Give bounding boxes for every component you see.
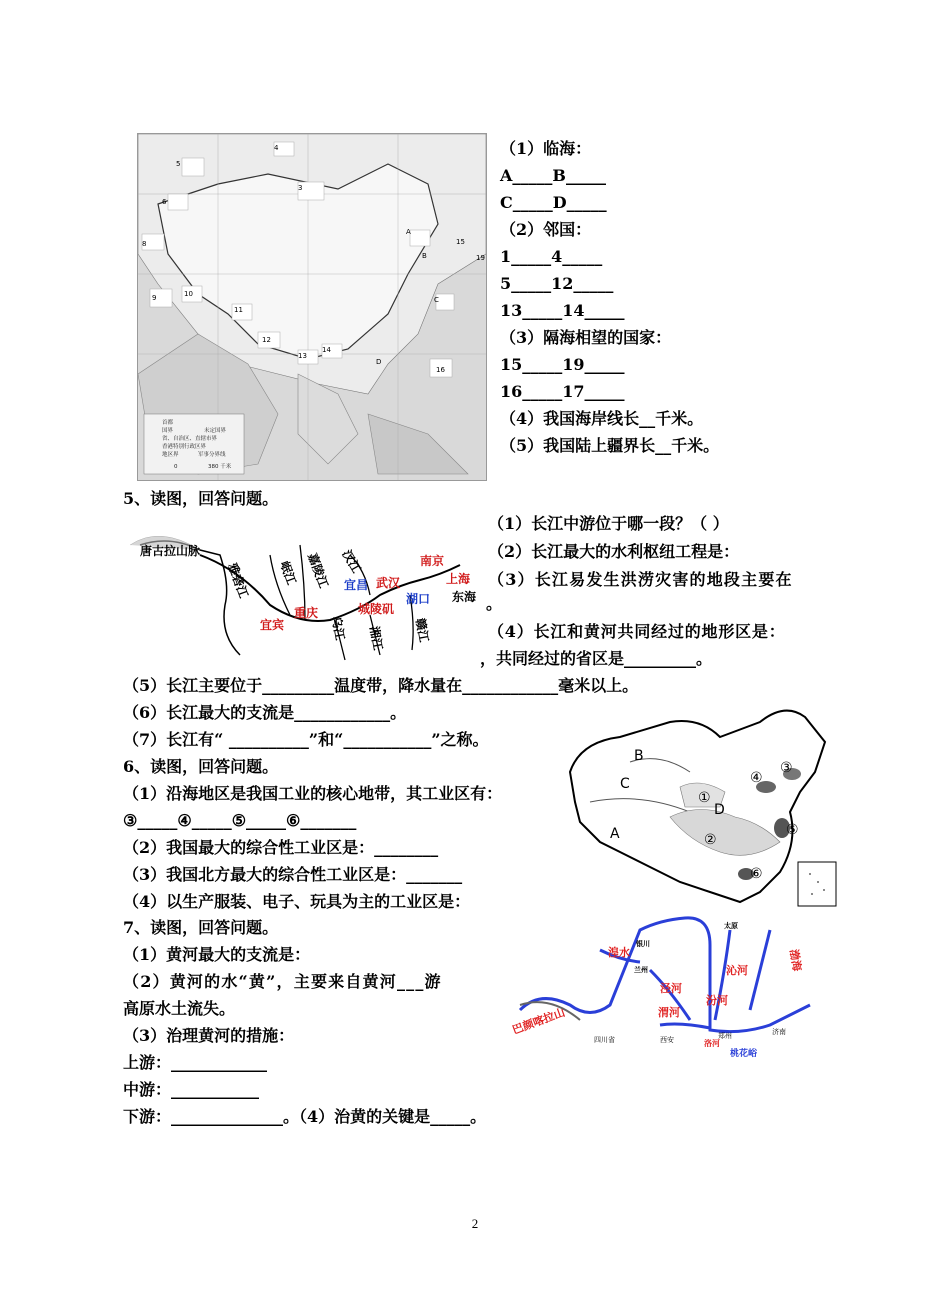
yellow-river-label: 渤海 [787,948,804,973]
q5-question: （6）长江最大的支流是____________。 [123,703,407,722]
asia-map-label: 16 [436,366,445,374]
q5-question: （5）长江主要位于_________温度带，降水量在____________毫米以上。 [123,676,639,695]
yangtze-label: 湖口 [406,592,431,606]
q5-question: 。 [486,594,503,613]
yangtze-label: 嘉陵江 [305,551,331,590]
q6-question: （1）沿海地区是我国工业的核心地带，其工业区有： [123,784,503,803]
q6-heading: 6、读图，回答问题。 [123,757,279,776]
yangtze-label: 宜宾 [260,618,285,632]
asia-map-label: 19 [476,254,485,262]
yellow-river-label: 泾河 [660,982,682,995]
q7-question: 上游：____________ [123,1053,268,1072]
yellow-river-label: 洛河 [704,1039,720,1048]
q7-question: （1）黄河最大的支流是： [123,945,311,964]
yangtze-label: 宜昌 [344,578,369,592]
asia-map-label: 4 [274,144,279,152]
yellow-river-label: 渭河 [658,1006,680,1019]
yellow-river-label: 太原 [724,922,738,930]
asia-map-label: 14 [322,346,331,354]
yellow-river-label: 郑州 [718,1032,732,1040]
china-map-label: B [634,748,644,764]
china-map-label: ⑥ [750,866,763,882]
yangtze-label: 上海 [446,572,471,586]
asia-map-label: C [434,296,439,304]
asia-map-label: 13 [298,352,307,360]
q4-item: 1_____4_____ [500,247,603,266]
china-map-label: ④ [750,770,763,786]
yellow-river-label: 汾河 [706,994,728,1007]
q4-item: （5）我国陆上疆界长__千米。 [500,436,720,455]
asia-map-legend: 军事分界线 [198,452,226,458]
q4-item: 15_____19_____ [500,355,625,374]
q4-item: C_____D_____ [500,193,607,212]
q5-question: （3）长江易发生洪涝灾害的地段主要在 [488,570,793,589]
asia-map-legend: 省、自治区、直辖市界 [162,436,218,442]
asia-map-legend: 380 千米 [208,464,232,470]
asia-map-label: 9 [152,294,157,302]
yangtze-label: 赣江 [413,617,432,644]
yellow-river-label: 兰州 [634,966,648,974]
yangtze-label: 唐古拉山脉 [140,544,201,558]
q7-question: （2）黄河的水“黄”，主要来自黄河___游 [123,972,442,991]
q4-item: 16_____17_____ [500,382,625,401]
q6-question: （4）以生产服装、电子、玩具为主的工业区是： [123,892,471,911]
asia-map-label: 5 [176,160,181,168]
q4-item: A_____B_____ [500,166,606,185]
q4-item: 13_____14_____ [500,301,625,320]
asia-map-label: 3 [298,184,303,192]
china-map-label: C [620,776,630,792]
q7-heading: 7、读图，回答问题。 [123,918,279,937]
q5-question: （7）长江有“ __________”和“___________”之称。 [123,730,489,749]
q5-question: ，共同经过的省区是_________。 [480,649,713,668]
yangtze-label: 重庆 [294,606,319,620]
q5-question: （2）长江最大的水利枢纽工程是： [488,542,740,561]
china-map-label: D [714,802,725,818]
asia-map [137,133,487,481]
q4-item: （4）我国海岸线长__千米。 [500,409,704,428]
yellow-river-label: 巴颜喀拉山 [510,1005,567,1037]
asia-map-label: 8 [142,240,147,248]
q7-question: 高原水土流失。 [123,999,236,1018]
q6-question: （3）我国北方最大的综合性工业区是：_______ [123,865,463,884]
yangtze-label: 雅砻江 [225,561,251,600]
q7-question: 下游：______________。（4）治黄的关键是_____。 [123,1107,487,1126]
china-map-label: ③ [780,760,793,776]
asia-map-legend: 首都 [162,420,174,426]
china-map-label: ② [704,832,717,848]
asia-map-label: A [406,228,411,236]
q4-item: （1）临海： [500,139,592,158]
q7-question: 中游：___________ [123,1080,260,1099]
yellow-river-label: 济南 [772,1028,786,1036]
q6-question: ③_____④_____⑤_____⑥_______ [123,811,357,830]
q5-question: （1）长江中游位于哪一段？（ ） [488,514,729,533]
q4-item: （2）邻国： [500,220,592,239]
yangtze-label: 湘江 [367,625,386,652]
china-industry-map [560,702,840,912]
yangtze-label: 岷江 [277,559,299,587]
asia-map-label: 15 [456,238,465,246]
page-number: 2 [471,1216,479,1231]
asia-map-legend: 国界 [162,428,174,434]
q4-item: （3）隔海相望的国家： [500,328,672,347]
asia-map-legend: 0 [174,464,178,470]
china-map-label: ① [698,790,711,806]
yangtze-map [130,525,480,665]
yangtze-label: 南京 [420,554,445,568]
asia-map-label: B [422,252,427,260]
asia-map-legend: 地区界 [162,452,179,458]
q6-question: （2）我国最大的综合性工业区是：________ [123,838,439,857]
yellow-river-label: 银川 [636,940,650,948]
asia-map-legend: 香港特别行政区界 [162,444,207,450]
china-map-label: ⑤ [786,822,799,838]
asia-map-label: 6 [162,198,167,206]
yangtze-label: 城陵矶 [358,602,395,616]
yellow-river-label: 湟水 [608,946,630,959]
yangtze-label: 武汉 [376,576,401,590]
q4-item: 5_____12_____ [500,274,614,293]
q5-heading: 5、读图，回答问题。 [123,489,279,508]
asia-map-label: D [376,358,382,366]
yangtze-label: 乌江 [329,615,348,642]
asia-map-label: 12 [262,336,271,344]
yellow-river-label: 西安 [660,1036,674,1044]
yellow-river-label: 桃花峪 [730,1049,758,1059]
q7-question: （3）治理黄河的措施： [123,1026,295,1045]
yangtze-label: 汉江 [339,547,364,576]
asia-map-label: 11 [234,306,243,314]
q5-question: （4）长江和黄河共同经过的地形区是： [488,622,786,641]
asia-map-label: 10 [184,290,193,298]
yellow-river-map [510,910,828,1060]
yangtze-label: 东海 [452,590,477,604]
china-map-label: A [610,826,620,842]
yellow-river-label: 四川省 [594,1036,615,1044]
yellow-river-label: 沁河 [726,964,748,977]
asia-map-legend: 未定国界 [204,428,227,434]
